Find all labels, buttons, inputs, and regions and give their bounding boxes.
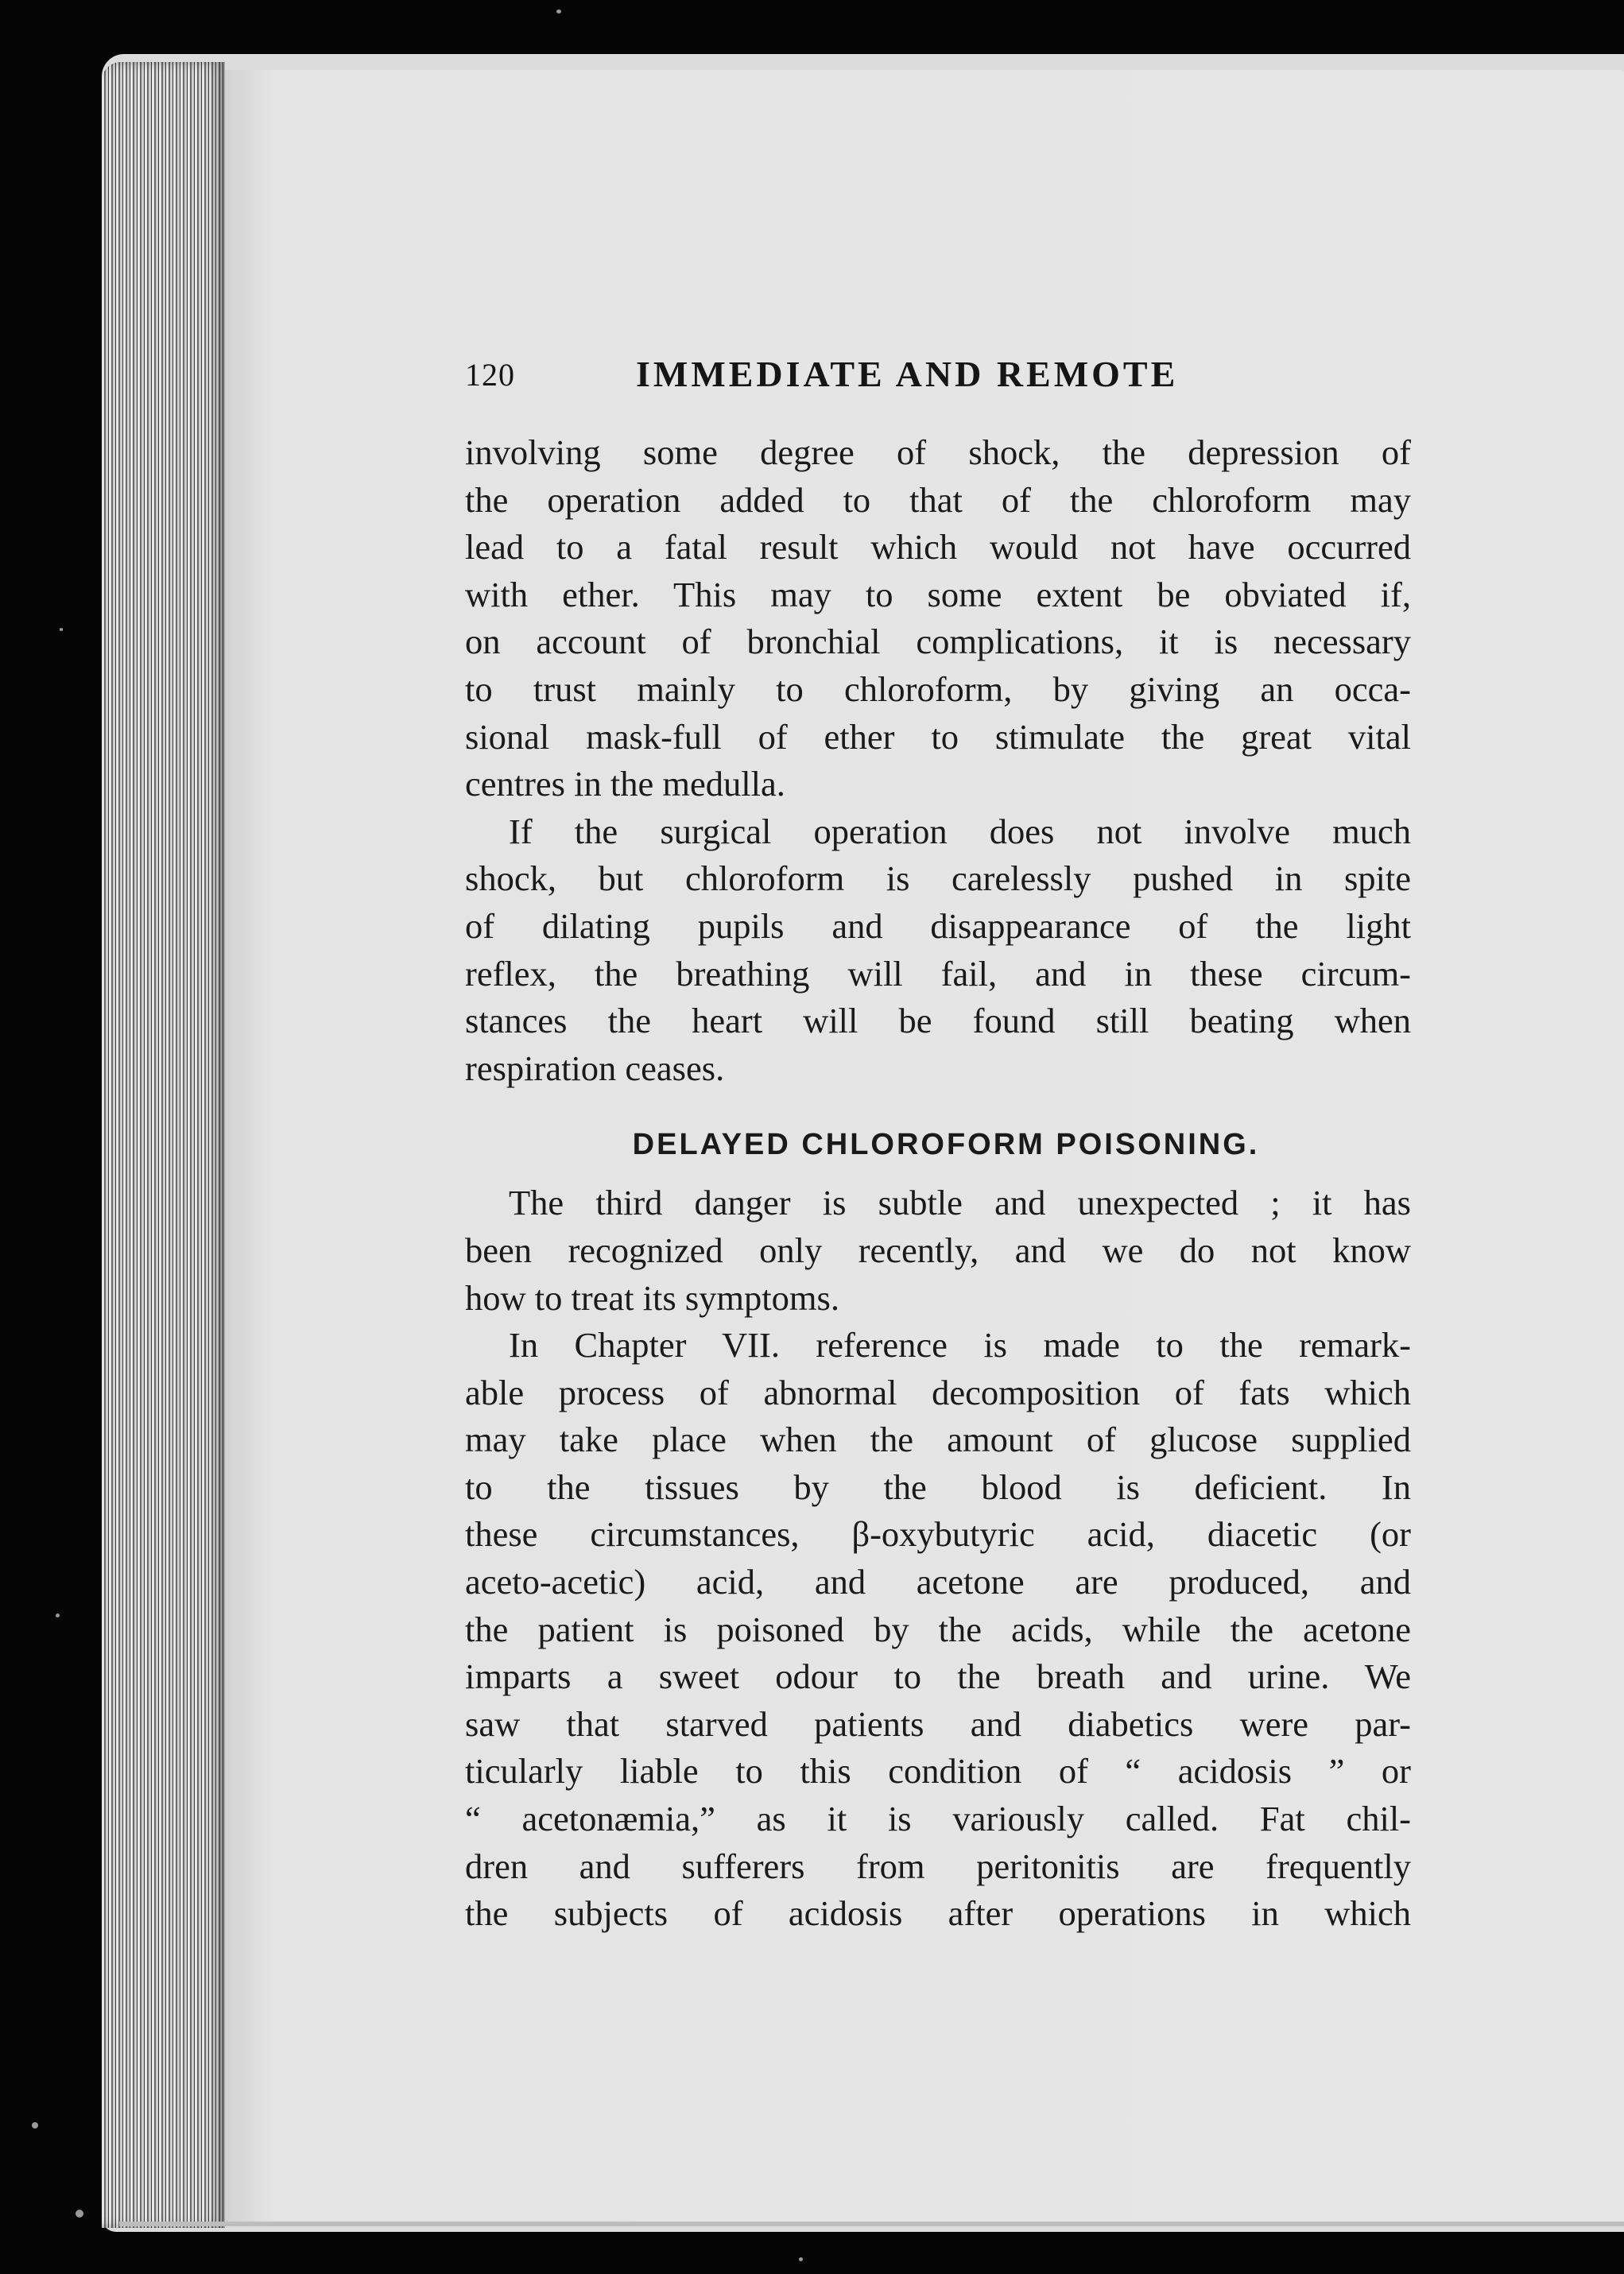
text-line: to trust mainly to chloroform, by giving an occa- (465, 668, 1411, 709)
paragraph (465, 1322, 1411, 1938)
page-edges (102, 62, 225, 2228)
text-line: shock, but chloroform is carelessly pushed in spite (465, 858, 1411, 899)
text-line: to the tissues by the blood is deficient. In (465, 1466, 1411, 1507)
paragraph (465, 808, 1411, 1093)
text-line: In Chapter VII. reference is made to the remark- (509, 1325, 1411, 1366)
text-line: The third danger is subtle and unexpected ; it has (509, 1183, 1411, 1223)
scan-speck (556, 10, 561, 14)
text-line: respiration ceases. (465, 1048, 725, 1088)
paragraph (465, 429, 1411, 808)
scan-speck (799, 2257, 803, 2261)
text-line: these circumstances, β-oxybutyric acid, diacetic (or (465, 1514, 1411, 1555)
text-line: lead to a fatal result which would not have occurred (465, 527, 1411, 568)
scan-speck (76, 2210, 83, 2218)
text-line: “ acetonæmia,” as it is variously called. Fat chil- (465, 1799, 1411, 1839)
text-line: been recognized only recently, and we do not know (465, 1230, 1411, 1270)
scan-speck (32, 2122, 38, 2129)
text-line: sional mask-full of ether to stimulate the great vital (465, 716, 1411, 757)
text-line: how to treat its symptoms. (465, 1277, 839, 1318)
text-line: able process of abnormal decomposition of fats which (465, 1372, 1411, 1412)
paragraph (465, 1180, 1411, 1322)
text-line: If the surgical operation does not involve much (509, 811, 1411, 851)
text-line: with ether. This may to some extent be obviated if, (465, 574, 1411, 614)
text-line: may take place when the amount of glucose supplied (465, 1420, 1411, 1460)
text-line: involving some degree of shock, the depression of (465, 432, 1411, 472)
page-bottom-edge (119, 2222, 1624, 2226)
text-line: the operation added to that of the chloroform may (465, 479, 1411, 520)
scan-speck (60, 628, 63, 631)
page-number: 120 (465, 357, 515, 393)
text-line: dren and sufferers from peritonitis are frequently (465, 1846, 1411, 1886)
scan-speck (56, 1613, 60, 1617)
text-line: centres in the medulla. (465, 764, 785, 804)
section-heading: DELAYED CHLOROFORM POISONING. (632, 1128, 1260, 1162)
running-title: IMMEDIATE AND REMOTE (636, 354, 1179, 394)
text-line: saw that starved patients and diabetics were par- (465, 1703, 1411, 1744)
text-line: imparts a sweet odour to the breath and urine. We (465, 1656, 1411, 1697)
body-text (465, 429, 1411, 1938)
text-line: the patient is poisoned by the acids, while the acetone (465, 1609, 1411, 1649)
text-line: reflex, the breathing will fail, and in these circum- (465, 953, 1411, 994)
text-line: the subjects of acidosis after operations in which (465, 1893, 1411, 1934)
running-header (465, 356, 1419, 396)
text-line: stances the heart will be found still beating when (465, 1001, 1411, 1041)
text-line: ticularly liable to this condition of “ acidosis ” or (465, 1751, 1411, 1792)
text-line: aceto-acetic) acid, and acetone are produced, and (465, 1562, 1411, 1602)
text-line: on account of bronchial complications, it is necessary (465, 622, 1411, 662)
text-line: of dilating pupils and disappearance of the light (465, 905, 1411, 946)
